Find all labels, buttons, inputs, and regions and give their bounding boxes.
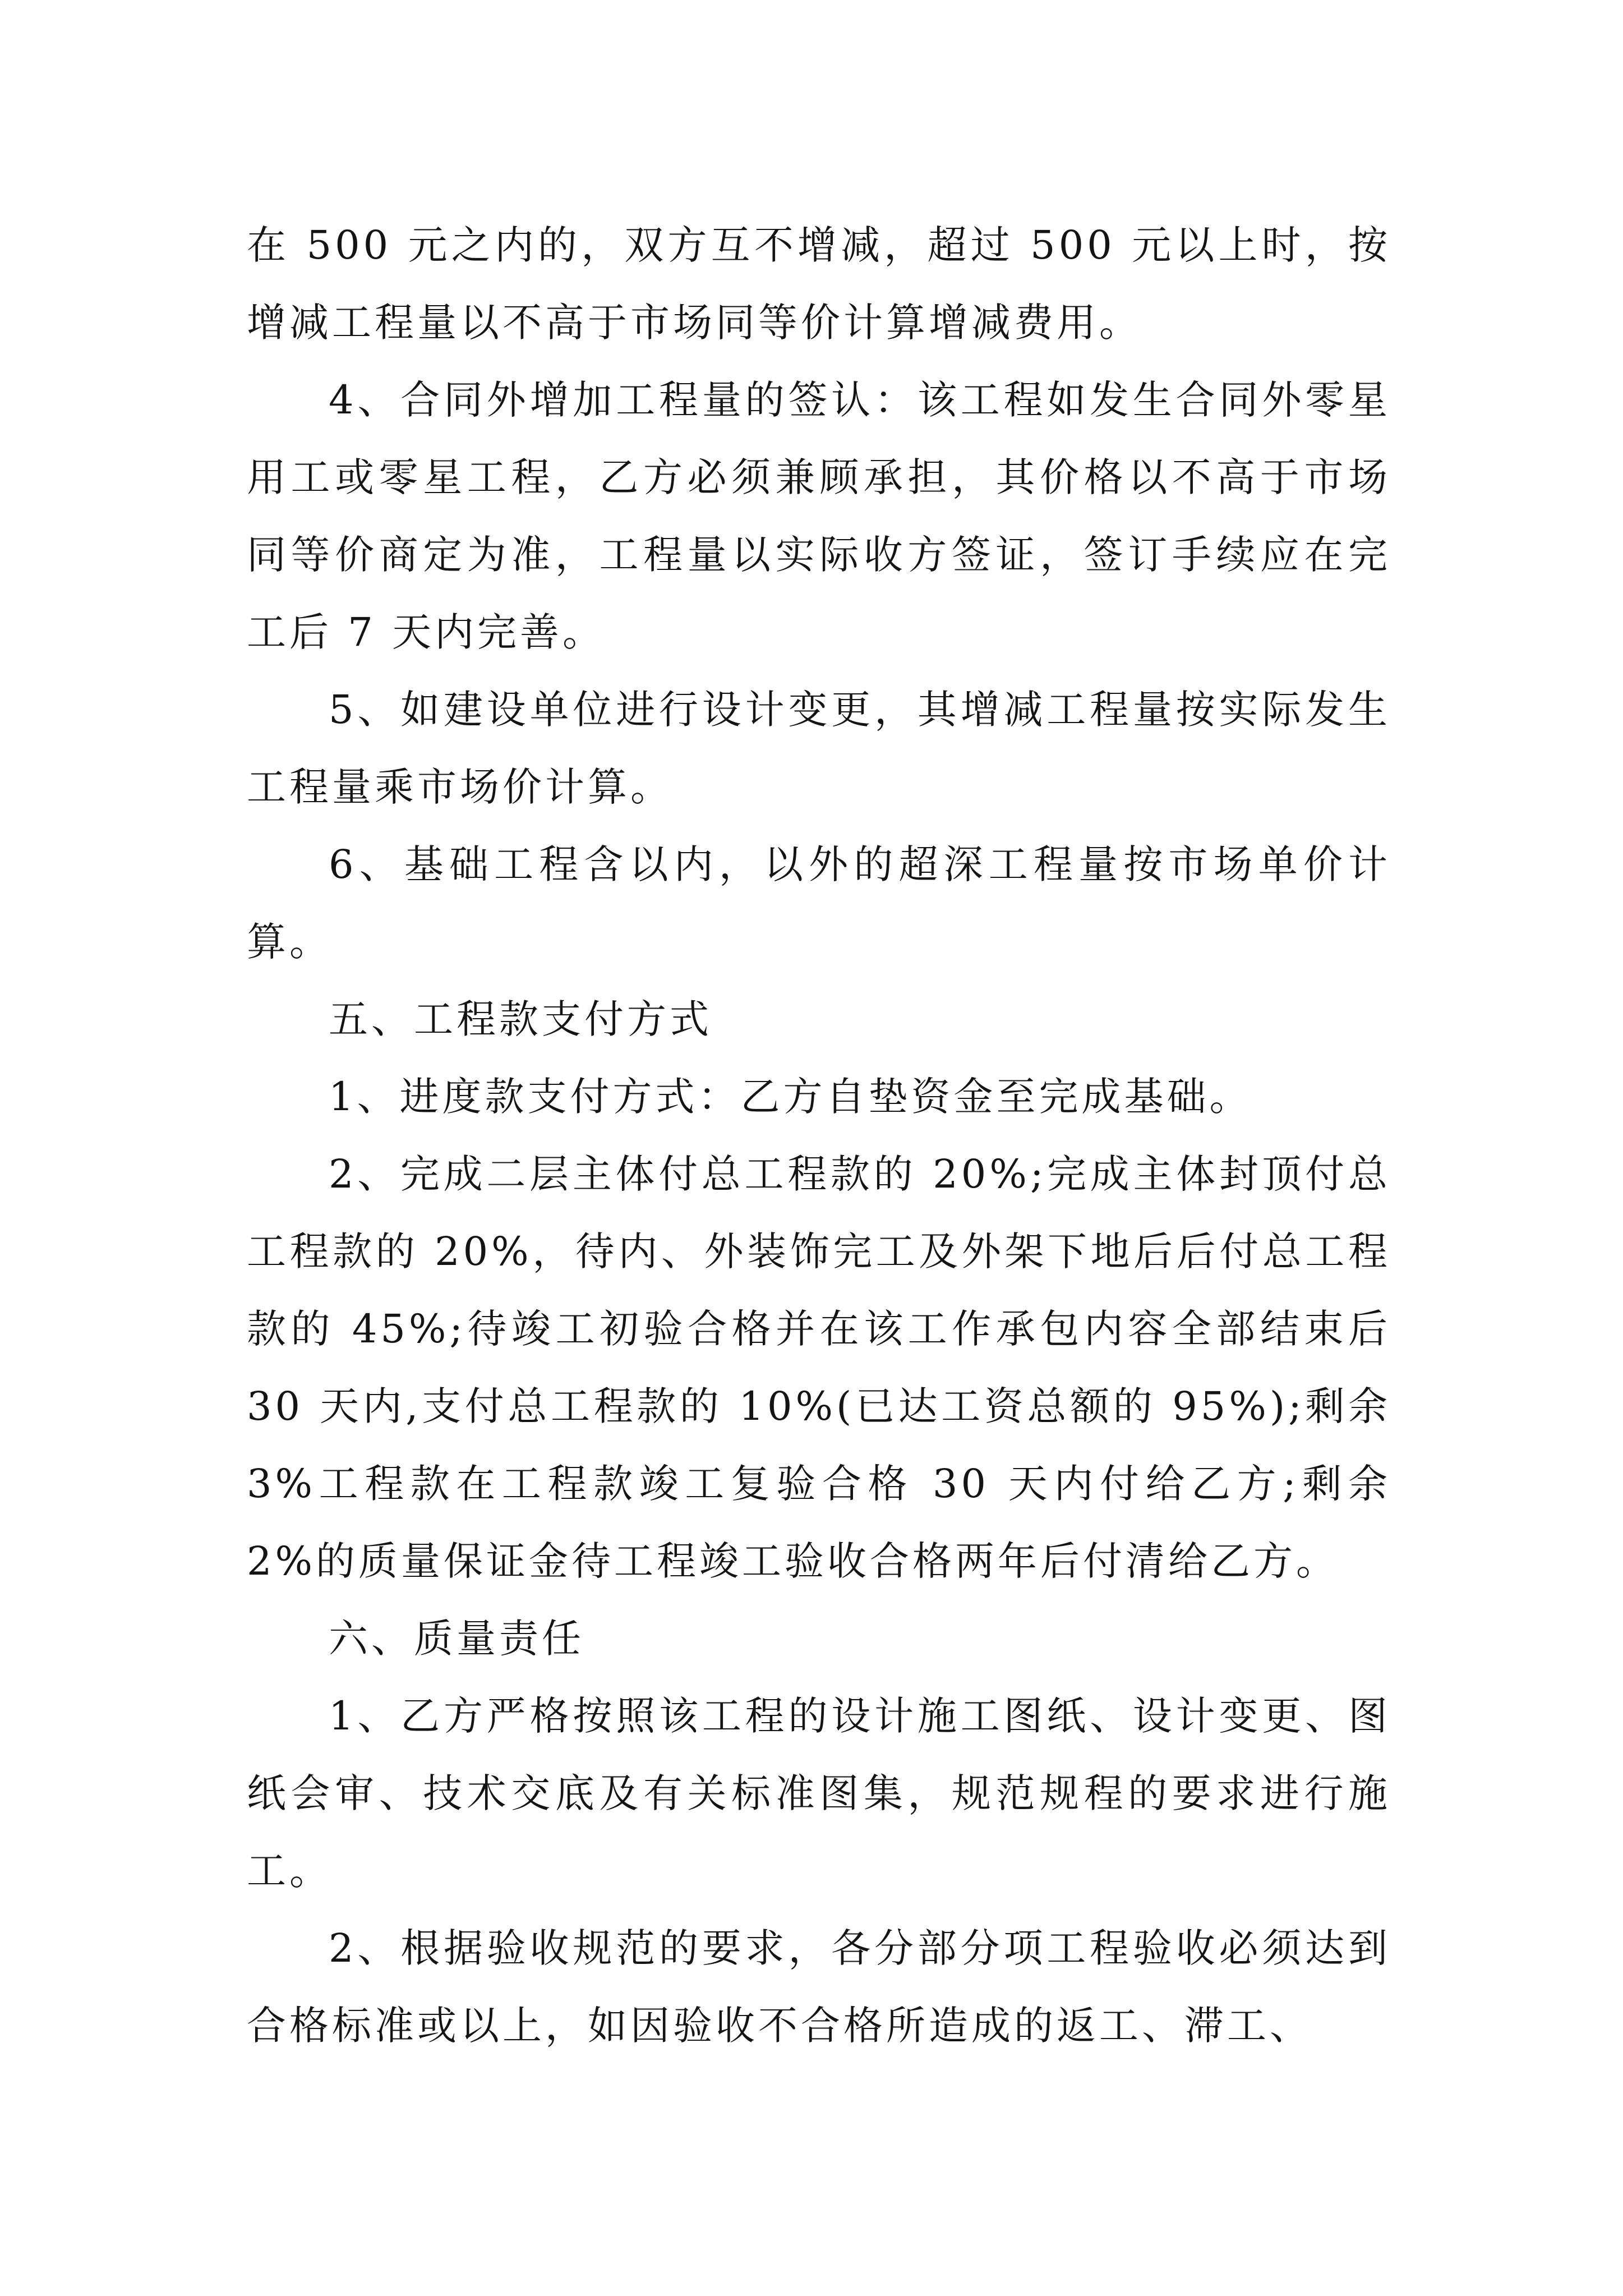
paragraph-payment-1: 1、进度款支付方式：乙方自垫资金至完成基础。 xyxy=(329,1074,1252,1120)
paragraph-payment-2: 2、完成二层主体付总工程款的 20%;完成主体封顶付总工程款的 20%，待内、外装饰完工及外架下地后后付总工程款的 45%;待竣工初验合格并在该工作承包内容全部结束后 30 天内,支付总工程款的 10%(已达工资总额的 95%);剩余 3%工程款在工程款竣工复验合格 30 天内付给乙方;剩余 2%的质量保证金待工程竣工验收合格两年后付清给乙方。 xyxy=(247,1151,1391,1584)
paragraph-clause-5: 5、如建设单位进行设计变更，其增减工程量按实际发生工程量乘市场价计算。 xyxy=(247,687,1391,810)
paragraph-clause-6: 6、基础工程含以内，以外的超深工程量按市场单价计算。 xyxy=(247,841,1391,965)
paragraph-quality-1: 1、乙方严格按照该工程的设计施工图纸、设计变更、图纸会审、技术交底及有关标准图集，规范规程的要求进行施工。 xyxy=(247,1693,1391,1894)
paragraph-continuation: 在 500 元之内的，双方互不增减，超过 500 元以上时，按增减工程量以不高于市场同等价计算增减费用。 xyxy=(247,222,1391,346)
document-body xyxy=(247,206,1391,2064)
paragraph-clause-4: 4、合同外增加工程量的签认：该工程如发生合同外零星用工或零星工程，乙方必须兼顾承担，其价格以不高于市场同等价商定为准，工程量以实际收方签证，签订手续应在完工后 7 天内完善。 xyxy=(247,377,1391,655)
paragraph-quality-2: 2、根据验收规范的要求，各分部分项工程验收必须达到合格标准或以上，如因验收不合格所造成的返工、滞工、 xyxy=(247,1925,1391,2049)
section-heading-quality: 六、质量责任 xyxy=(329,1616,584,1662)
section-heading-payment: 五、工程款支付方式 xyxy=(329,996,712,1042)
